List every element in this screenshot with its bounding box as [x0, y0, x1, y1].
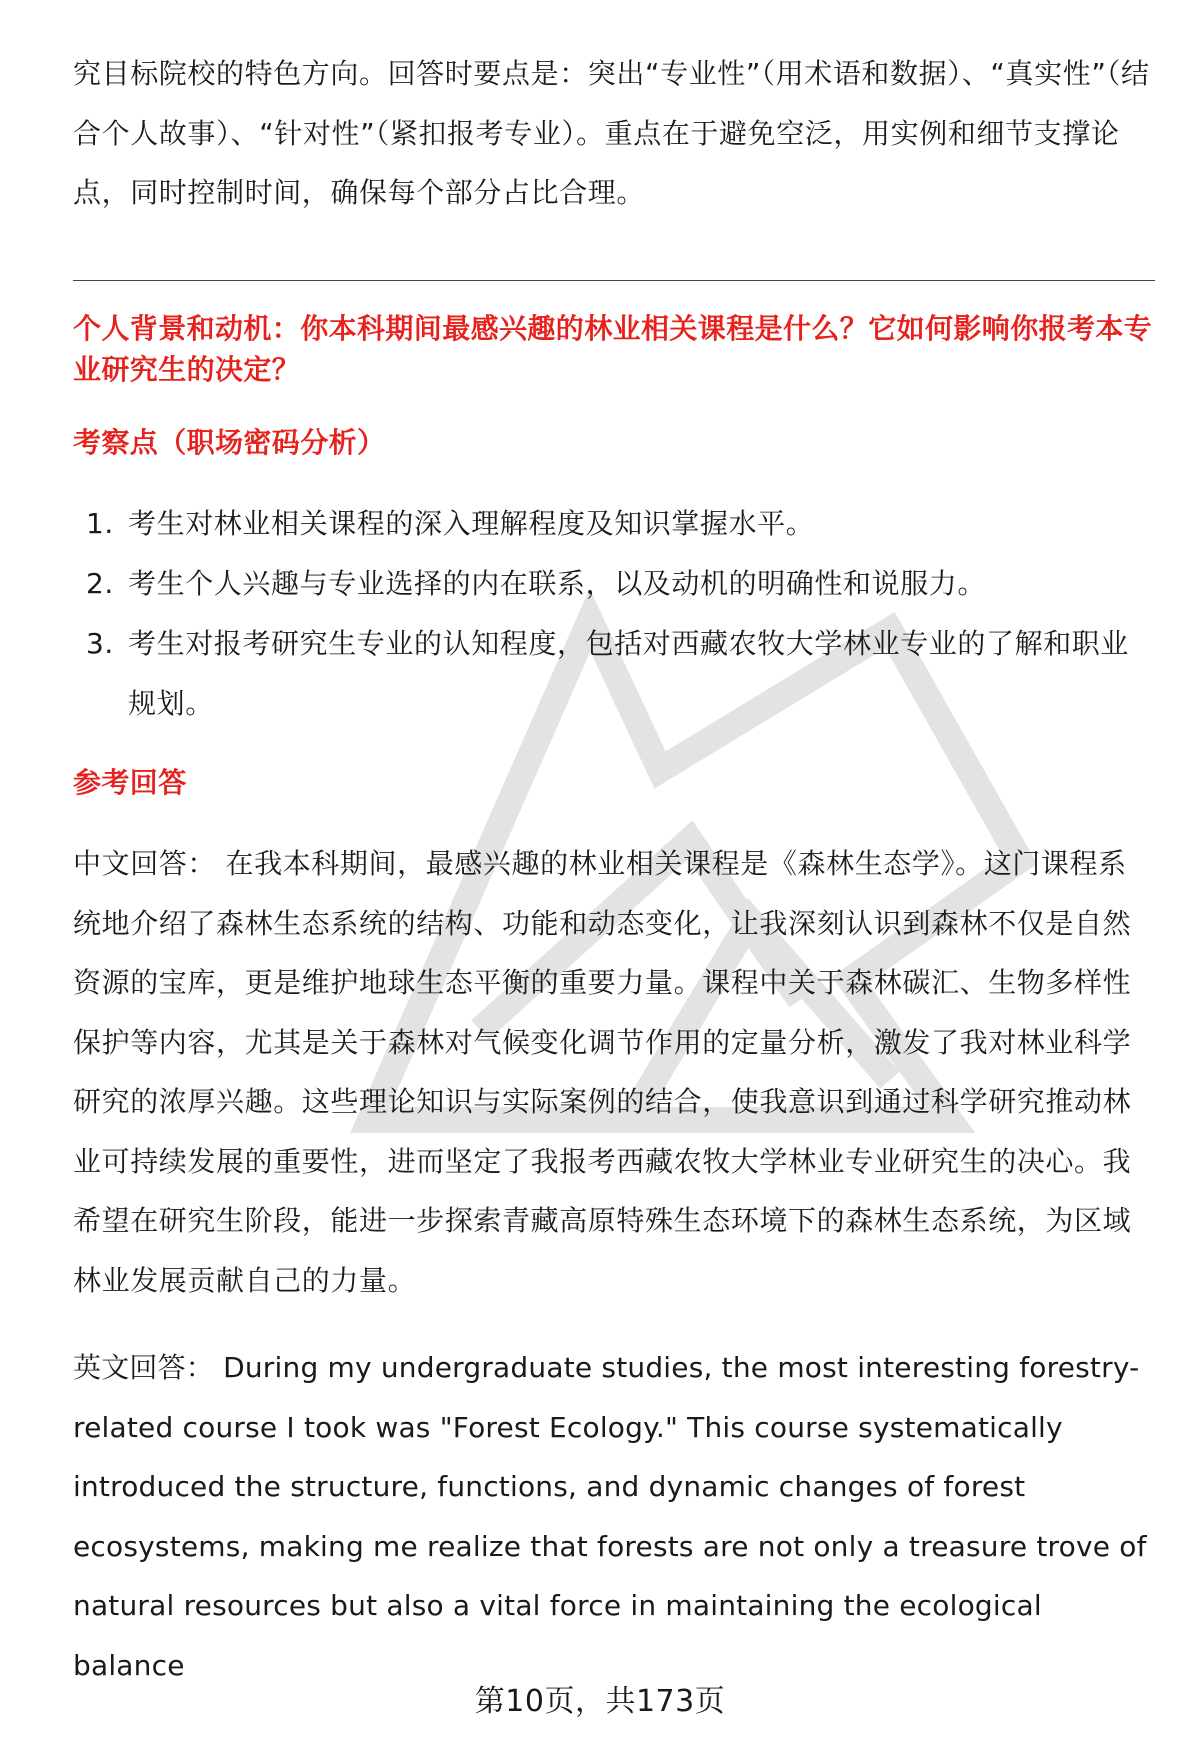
list-item-text: 考生对报考研究生专业的认知程度，包括对西藏农牧大学林业专业的了解和职业规划。 [128, 627, 1130, 720]
list-item-number: 1. [86, 507, 114, 540]
question-title: 个人背景和动机：你本科期间最感兴趣的林业相关课程是什么？它如何影响你报考本专业研究生的决定？ [73, 312, 1153, 386]
list-item-number: 3. [86, 627, 114, 660]
focus-heading: 考察点（职场密码分析） [73, 426, 386, 459]
english-answer: 英文回答： During my undergraduate studies, the most interesting forestry-related course I took was "Forest Ecology." This course systematically introduced the structure, functions, and dynamic changes of forest ecosystems, making me realize that forests are not only a treasure trove of natural resources but also a vital force in maintaining the ecological balance [73, 1351, 1147, 1682]
list-item-text: 考生个人兴趣与专业选择的内在联系，以及动机的明确性和说服力。 [128, 567, 987, 600]
list-item-number: 2. [86, 567, 114, 600]
intro-paragraph: 究目标院校的特色方向。回答时要点是：突出“专业性”（用术语和数据）、“真实性”（结合个人故事）、“针对性”（紧扣报考专业）。重点在于避免空泛，用实例和细节支撑论点，同时控制时间，确保每个部分占比合理。 [73, 57, 1150, 209]
list-item [73, 494, 1155, 554]
reference-answer-heading: 参考回答 [73, 766, 187, 799]
page-footer: 第10页，共173页 [474, 1684, 726, 1719]
list-item-text: 考生对林业相关课程的深入理解程度及知识掌握水平。 [128, 507, 815, 540]
chinese-answer: 中文回答： 在我本科期间，最感兴趣的林业相关课程是《森林生态学》。这门课程系统地介绍了森林生态系统的结构、功能和动态变化，让我深刻认识到森林不仅是自然资源的宝库，更是维护地球生态平衡的重要力量。课程中关于森林碳汇、生物多样性保护等内容，尤其是关于森林对气候变化调节作用的定量分析，激发了我对林业科学研究的浓厚兴趣。这些理论知识与实际案例的结合，使我意识到通过科学研究推动林业可持续发展的重要性，进而坚定了我报考西藏农牧大学林业专业研究生的决心。我希望在研究生阶段，能进一步探索青藏高原特殊生态环境下的森林生态系统，为区域林业发展贡献自己的力量。 [73, 847, 1132, 1297]
focus-list [73, 494, 1155, 734]
section-divider [73, 280, 1155, 281]
list-item [73, 614, 1155, 734]
list-item [73, 554, 1155, 614]
